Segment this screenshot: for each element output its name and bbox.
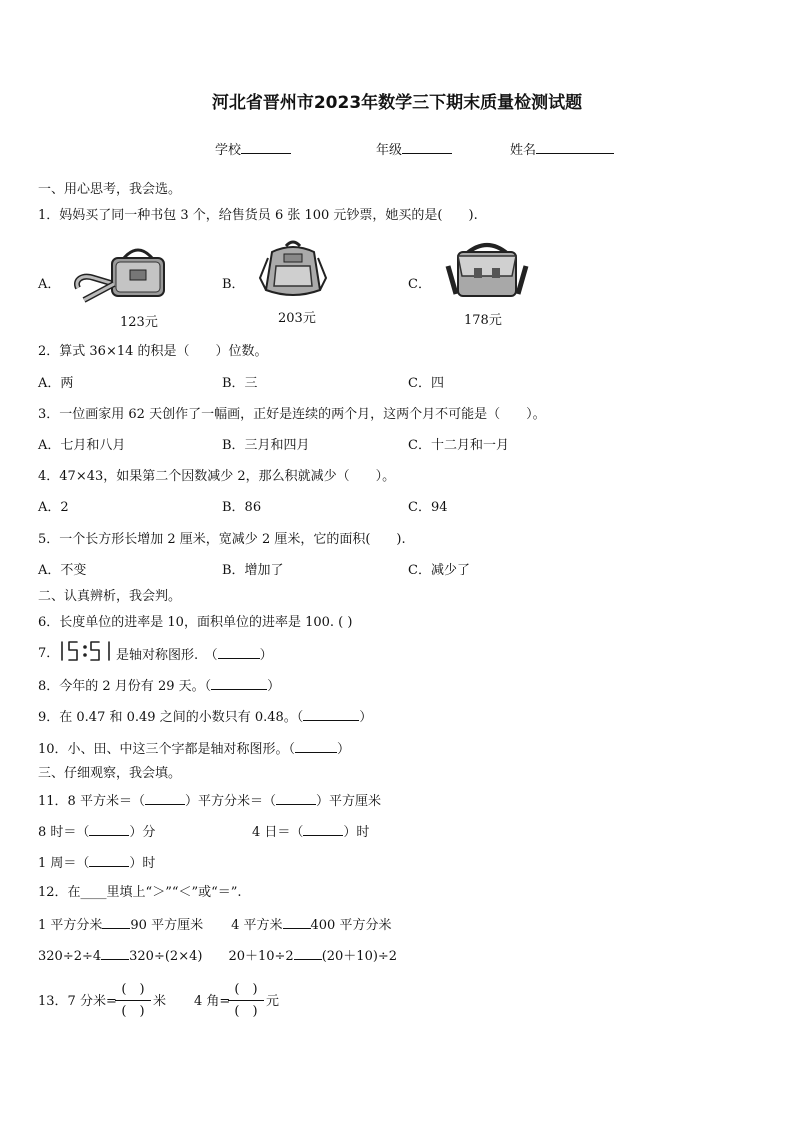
q2-option-b[interactable]: B．三 <box>222 376 258 391</box>
q12-text-g: 20＋10÷2 <box>228 949 294 964</box>
q12-text-d: 400 平方分米 <box>310 918 392 933</box>
question-7-text: 是轴对称图形. （ <box>116 648 218 663</box>
q11-blank-5[interactable] <box>89 854 129 867</box>
q11-text-b: ）平方分米＝（ <box>184 794 276 809</box>
question-4: 4．47×43，如果第二个因数减少 2，那么积就减少（ ）。 <box>38 469 396 484</box>
question-13-a: 13．7 分米= <box>38 994 117 1009</box>
q7-answer-blank[interactable] <box>218 646 260 659</box>
school-label: 学校 <box>215 143 242 158</box>
q12-text-a: 1 平方分米 <box>38 918 103 933</box>
q1-option-a-label[interactable]: A． <box>38 277 61 292</box>
q10-close-paren: ） <box>337 742 351 757</box>
q12-blank-4[interactable] <box>294 947 322 960</box>
q12-blank-2[interactable] <box>283 916 311 929</box>
q11-blank-4[interactable] <box>303 823 343 836</box>
q11-text-e: ）分 <box>129 825 156 840</box>
q13-a-denominator[interactable]: ( ) <box>121 1004 145 1019</box>
question-8-text: 8．今年的 2 月份有 29 天。（ <box>38 679 212 694</box>
section-heading-3: 三、仔细观察，我会填。 <box>38 766 182 781</box>
question-11-line-2b <box>252 823 369 841</box>
q1-price-b: 203元 <box>278 311 316 326</box>
q1-option-c-label[interactable]: C． <box>408 277 431 292</box>
q12-blank-1[interactable] <box>102 916 130 929</box>
q8-answer-blank[interactable] <box>211 677 267 690</box>
q12-text-h: (20＋10)÷2 <box>321 949 398 964</box>
q7-close-paren: ） <box>259 648 273 663</box>
q3-option-a[interactable]: A．七月和八月 <box>38 438 126 453</box>
q11-text-h: 1 周＝（ <box>38 856 90 871</box>
name-blank[interactable] <box>536 141 614 154</box>
grade-field <box>376 141 452 159</box>
satchel-icon <box>444 236 530 302</box>
question-12-line-1 <box>38 916 391 934</box>
question-8 <box>38 677 280 695</box>
section-heading-1: 一、用心思考，我会选。 <box>38 182 182 197</box>
question-6: 6．长度单位的进率是 10，面积单位的进率是 100. ( ) <box>38 615 353 630</box>
q13-a-fraction-bar <box>115 1000 151 1001</box>
q12-blank-3[interactable] <box>101 947 129 960</box>
q1-price-a: 123元 <box>120 315 158 330</box>
question-9-text: 9．在 0.47 和 0.49 之间的小数只有 0.48。（ <box>38 710 304 725</box>
question-11-line-1 <box>38 792 381 810</box>
q10-answer-blank[interactable] <box>295 740 337 753</box>
question-5: 5．一个长方形长增加 2 厘米，宽减少 2 厘米，它的面积( ). <box>38 532 406 547</box>
school-blank[interactable] <box>241 141 291 154</box>
q13-b-numerator[interactable]: ( ) <box>234 982 258 997</box>
q9-answer-blank[interactable] <box>303 708 359 721</box>
q13-b-unit: 元 <box>266 994 280 1009</box>
digital-clock-icon <box>59 640 115 662</box>
q4-option-a[interactable]: A．2 <box>38 500 69 515</box>
q1-price-c: 178元 <box>464 313 502 328</box>
q5-option-a[interactable]: A．不变 <box>38 563 87 578</box>
name-field <box>510 141 614 159</box>
q13-a-numerator[interactable]: ( ) <box>121 982 145 997</box>
q5-option-c[interactable]: C．减少了 <box>408 563 470 578</box>
q11-text-i: ）时 <box>129 856 156 871</box>
question-3: 3．一位画家用 62 天创作了一幅画，正好是连续的两个月，这两个月不可能是（ ）。 <box>38 407 546 422</box>
q11-text-c: ）平方厘米 <box>315 794 381 809</box>
q3-option-c[interactable]: C．十二月和一月 <box>408 438 509 453</box>
question-10 <box>38 740 350 758</box>
school-field <box>215 141 291 159</box>
question-7 <box>116 646 273 664</box>
question-11-line-3 <box>38 854 155 872</box>
q12-text-c: 4 平方米 <box>231 918 283 933</box>
question-11-line-2a <box>38 823 155 841</box>
q13-a-unit: 米 <box>153 994 167 1009</box>
q13-b-fraction-bar <box>228 1000 264 1001</box>
q12-text-f: 320÷(2×4) <box>129 949 203 964</box>
grade-label: 年级 <box>376 143 403 158</box>
question-7-number: 7． <box>38 646 60 661</box>
q9-close-paren: ） <box>359 710 373 725</box>
q11-text-d: 8 时＝（ <box>38 825 90 840</box>
q11-blank-2[interactable] <box>276 792 316 805</box>
page-title: 河北省晋州市2023年数学三下期末质量检测试题 <box>211 93 583 113</box>
q4-option-c[interactable]: C．94 <box>408 500 448 515</box>
q11-blank-1[interactable] <box>145 792 185 805</box>
question-9 <box>38 708 372 726</box>
q12-text-e: 320÷2÷4 <box>38 949 102 964</box>
q5-option-b[interactable]: B．增加了 <box>222 563 284 578</box>
q11-text-a: 11．8 平方米＝（ <box>38 794 145 809</box>
question-10-text: 10．小、田、中这三个字都是轴对称图形。（ <box>38 742 296 757</box>
q11-blank-3[interactable] <box>89 823 129 836</box>
question-12: 12．在____里填上“＞”“＜”或“＝”. <box>38 885 242 900</box>
q4-option-b[interactable]: B．86 <box>222 500 262 515</box>
q3-option-b[interactable]: B．三月和四月 <box>222 438 310 453</box>
q1-option-b-label[interactable]: B． <box>222 277 245 292</box>
backpack-icon <box>258 238 328 302</box>
name-label: 姓名 <box>510 143 537 158</box>
q2-option-a[interactable]: A．两 <box>38 376 74 391</box>
q12-text-b: 90 平方厘米 <box>130 918 204 933</box>
q2-option-c[interactable]: C．四 <box>408 376 444 391</box>
question-1: 1．妈妈买了同一种书包 3 个，给售货员 6 张 100 元钞票，她买的是( ). <box>38 208 478 223</box>
question-13-b: 4 角= <box>194 994 231 1009</box>
q11-text-g: ）时 <box>343 825 370 840</box>
q13-b-denominator[interactable]: ( ) <box>234 1004 258 1019</box>
q8-close-paren: ） <box>267 679 281 694</box>
q11-text-f: 4 日＝（ <box>252 825 304 840</box>
question-2: 2．算式 36×14 的积是（ ）位数。 <box>38 344 268 359</box>
grade-blank[interactable] <box>402 141 452 154</box>
shoulder-bag-icon <box>72 240 172 308</box>
section-heading-2: 二、认真辨析，我会判。 <box>38 589 182 604</box>
question-12-line-2 <box>38 947 397 965</box>
